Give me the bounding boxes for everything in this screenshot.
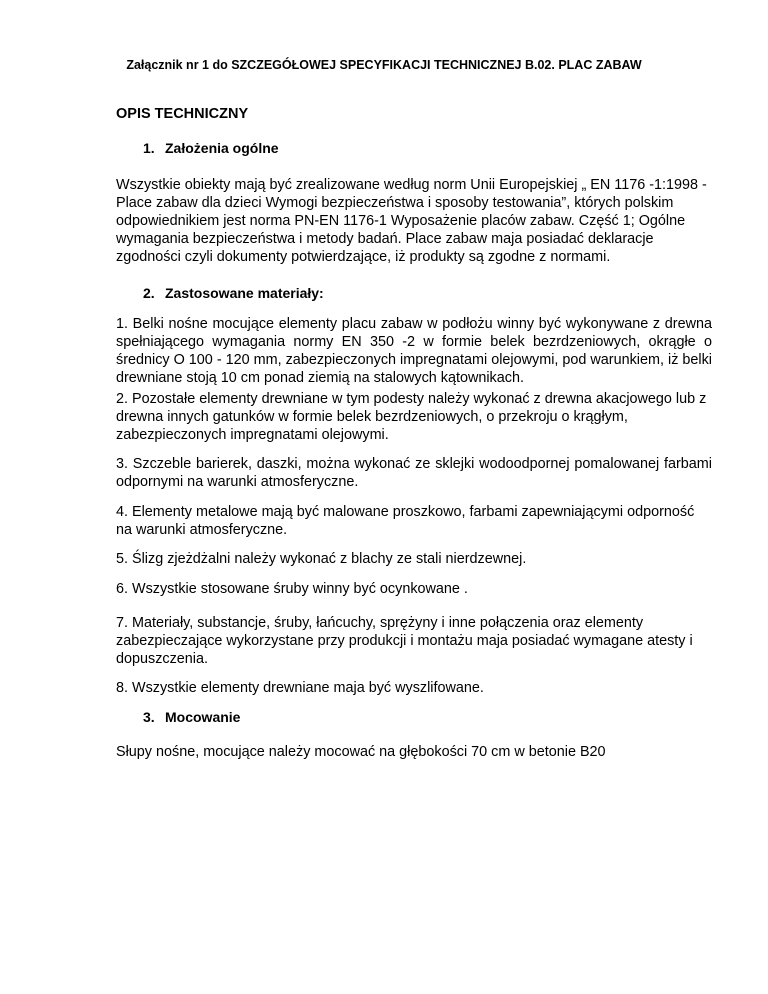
paragraph-material-7: 7. Materiały, substancje, śruby, łańcuchy, sprężyny i inne połączenia oraz elementy zabezpieczające wykorzystane przy produkcji i montażu maja posiadać wymagane atesty i dopuszczenia. (116, 615, 693, 667)
section-heading-text: Mocowanie (165, 709, 241, 725)
section-heading-materials (143, 285, 324, 301)
section-number: 1. (143, 140, 155, 156)
section-number: 2. (143, 285, 155, 301)
paragraph-material-2: 2. Pozostałe elementy drewniane w tym podesty należy wykonać z drewna akacjowego lub z drewna innych gatunków w formie belek bezrdzeniowych, o przekroju o krągłym, zabezpieczonych impregnatami olejowymi. (116, 391, 707, 443)
paragraph-material-5: 5. Ślizg zjeżdżalni należy wykonać z blachy ze stali nierdzewnej. (116, 551, 527, 567)
section-heading-text: Zastosowane materiały: (165, 285, 324, 301)
section-heading-mounting (143, 709, 240, 725)
section-heading-general (143, 140, 279, 156)
document-header: Załącznik nr 1 do SZCZEGÓŁOWEJ SPECYFIKACJI TECHNICZNEJ B.02. PLAC ZABAW (126, 58, 642, 72)
section-heading-text: Założenia ogólne (165, 140, 279, 156)
paragraph-material-6: 6. Wszystkie stosowane śruby winny być ocynkowane . (116, 581, 468, 597)
paragraph-material-4: 4. Elementy metalowe mają być malowane proszkowo, farbami zapewniającymi odporność na warunki atmosferyczne. (116, 504, 695, 538)
section-number: 3. (143, 709, 155, 725)
document-title: OPIS TECHNICZNY (116, 106, 249, 122)
paragraph-material-1: 1. Belki nośne mocujące elementy placu zabaw w podłożu winny być wykonywane z drewna spełniającego wymagania normy EN 350 -2 w formie belek bezrdzeniowych, okrągłe o średnicy O 100 - 120 mm, zabezpieczonych impregnatami olejowymi, pod warunkiem, iż belki drewniane stoją 10 cm ponad ziemią na stalowych kątownikach. (116, 316, 712, 386)
paragraph-material-8: 8. Wszystkie elementy drewniane maja być wyszlifowane. (116, 680, 484, 696)
paragraph-mounting: Słupy nośne, mocujące należy mocować na głębokości 70 cm w betonie B20 (116, 744, 606, 760)
paragraph-material-3: 3. Szczeble barierek, daszki, można wykonać ze sklejki wodoodpornej pomalowanej farbami odpornymi na warunki atmosferyczne. (116, 456, 712, 490)
paragraph-general: Wszystkie obiekty mają być zrealizowane według norm Unii Europejskiej „ EN 1176 -1:1998 - Place zabaw dla dzieci Wymogi bezpieczeństwa i sposoby testowania”, których polskim odpowiednikiem jest norma PN-EN 1176-1 Wyposażenie placów zabaw. Część 1; Ogólne wymagania bezpieczeństwa i metody badań. Place zabaw maja posiadać deklaracje zgodności czyli dokumenty potwierdzające, iż produkty są zgodne z normami. (116, 177, 707, 265)
